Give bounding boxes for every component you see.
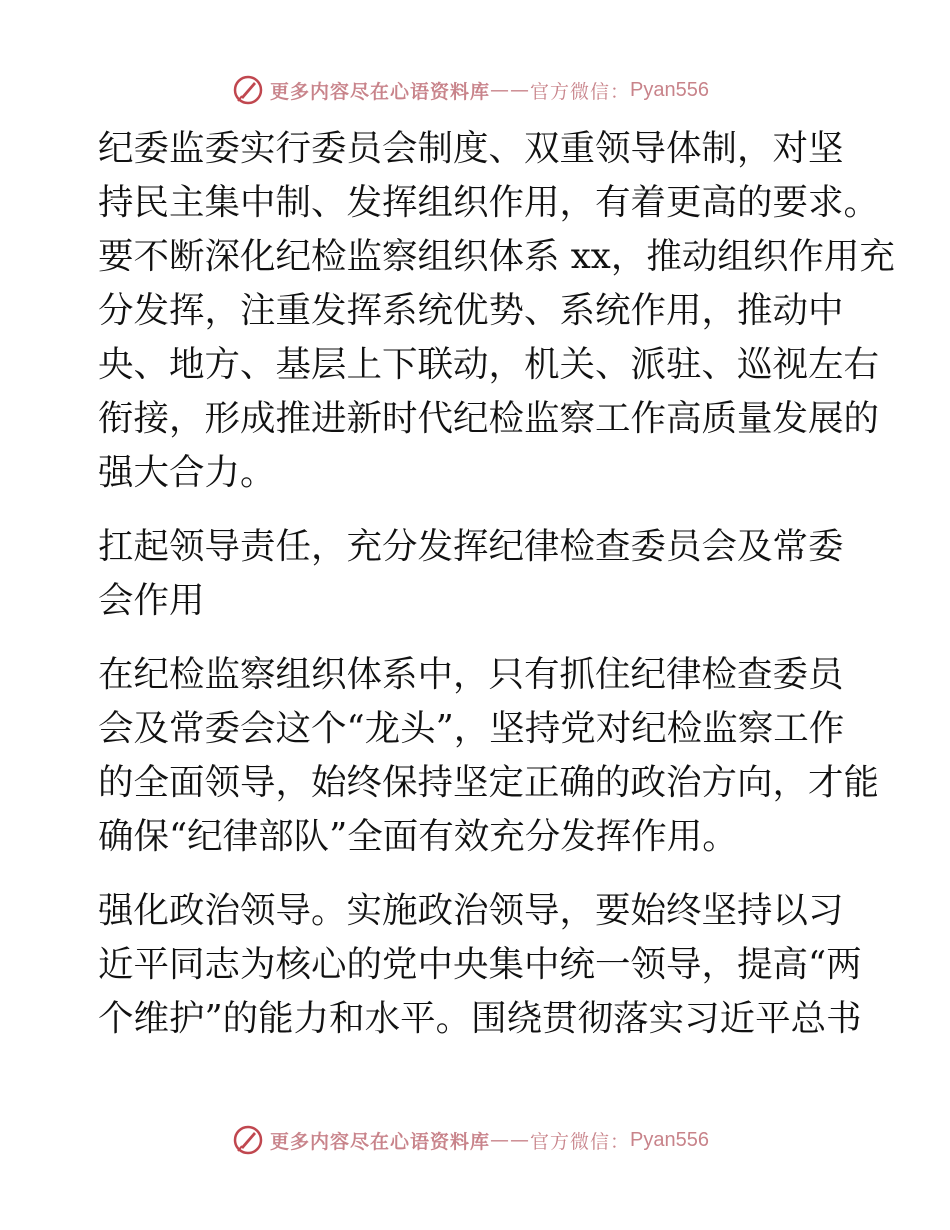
text-line: 在纪检监察组织体系中，只有抓住纪律检查委员: [98, 654, 844, 695]
text-line: 强大合力。: [98, 452, 276, 493]
text-line: 确保“纪律部队”全面有效充分发挥作用。: [98, 816, 738, 857]
text-line: 要不断深化纪检监察组织体系 xx，推动组织作用充: [98, 236, 895, 277]
paragraph: [98, 122, 895, 500]
document-body: [98, 122, 895, 1046]
watermark-account: Pyan556: [630, 1128, 709, 1151]
text-line: 央、地方、基层上下联动，机关、派驻、巡视左右: [98, 344, 880, 385]
watermark-header: [232, 73, 709, 107]
text-line: 衔接，形成推进新时代纪检监察工作高质量发展的: [98, 398, 880, 439]
watermark-account: Pyan556: [630, 78, 709, 101]
watermark-sub-text: 官方微信：: [530, 80, 631, 103]
text-line: 扛起领导责任，充分发挥纪律检查委员会及常委: [98, 526, 844, 567]
text-line: 持民主集中制、发挥组织作用，有着更高的要求。: [98, 182, 880, 223]
quill-circle-icon: [232, 1124, 264, 1156]
text-line: 的全面领导，始终保持坚定正确的政治方向，才能: [98, 762, 880, 803]
watermark-main-text: 更多内容尽在心语资料库: [270, 1130, 491, 1153]
watermark-dash: ——: [490, 79, 531, 101]
paragraph: [98, 884, 878, 1046]
text-line: 会及常委会这个“龙头”，坚持党对纪检监察工作: [98, 708, 845, 749]
text-line: 个维护”的能力和水平。围绕贯彻落实习近平总书: [98, 998, 862, 1039]
text-line: 分发挥，注重发挥系统优势、系统作用，推动中: [98, 290, 844, 331]
quill-circle-icon: [232, 74, 264, 106]
watermark-dash: ——: [490, 1129, 531, 1151]
watermark-main-text: 更多内容尽在心语资料库: [270, 80, 491, 103]
text-line: 纪委监委实行委员会制度、双重领导体制，对坚: [98, 128, 844, 169]
watermark-sub-text: 官方微信：: [530, 1130, 631, 1153]
text-line: 强化政治领导。实施政治领导，要始终坚持以习: [98, 890, 844, 931]
text-line: 会作用: [98, 580, 205, 621]
text-line: 近平同志为核心的党中央集中统一领导，提高“两: [98, 944, 862, 985]
paragraph: [98, 648, 878, 864]
section-heading: [98, 520, 878, 628]
watermark-footer: [232, 1123, 709, 1157]
